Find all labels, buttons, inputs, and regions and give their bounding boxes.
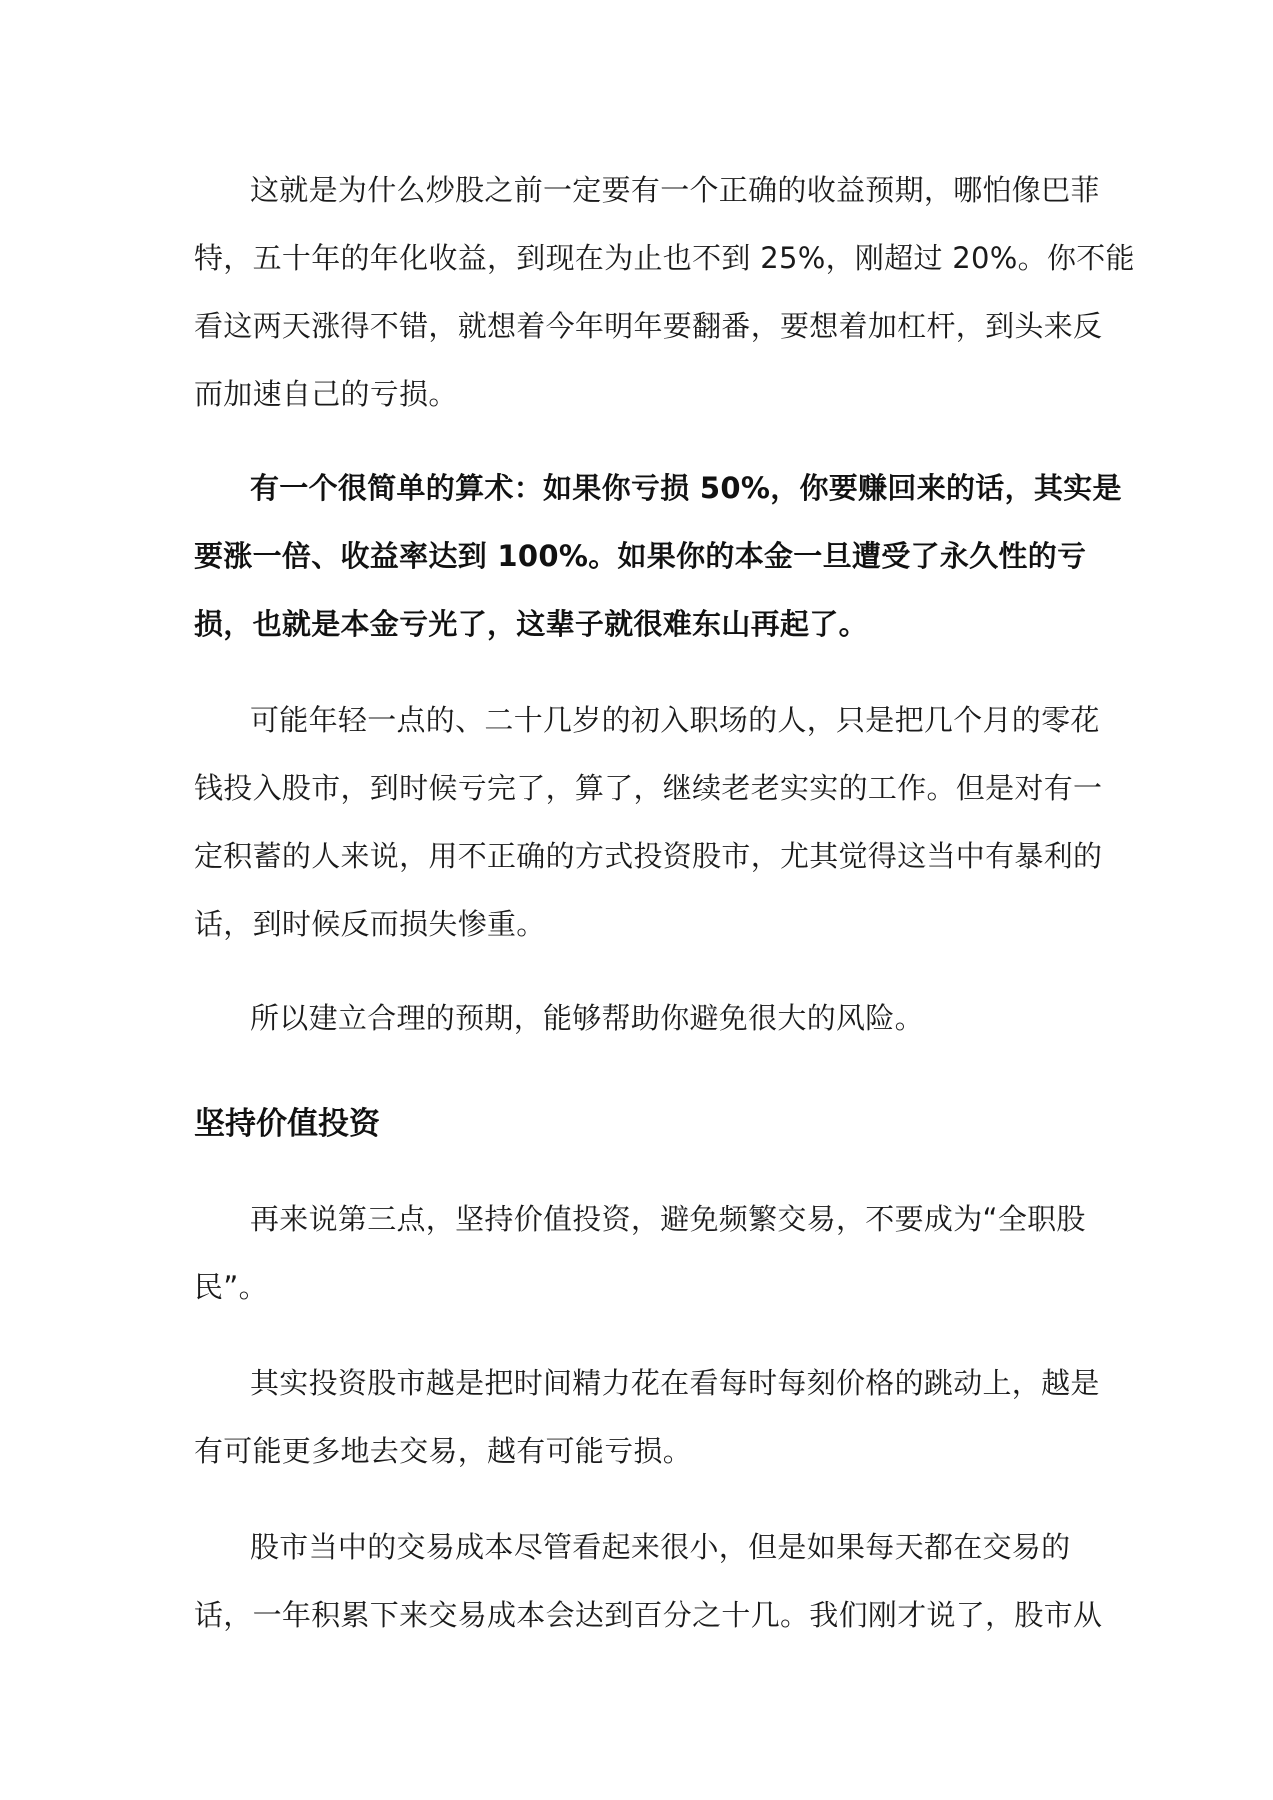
text-line: 股市当中的交易成本尽管看起来很小，但是如果每天都在交易的 (250, 1530, 1071, 1564)
text-line: 话，一年积累下来交易成本会达到百分之十几。我们刚才说了，股市从 (194, 1598, 1103, 1632)
text-line: 钱投入股市，到时候亏完了，算了，继续老老实实的工作。但是对有一 (194, 771, 1103, 805)
text-line: 定积蓄的人来说，用不正确的方式投资股市，尤其觉得这当中有暴利的 (194, 839, 1103, 873)
paragraph-young-investors (194, 686, 1103, 958)
paragraph-expectation (194, 156, 1135, 428)
text-line: 民”。 (194, 1270, 268, 1304)
text-line: 再来说第三点，坚持价值投资，避免频繁交易，不要成为“全职股 (250, 1202, 1086, 1236)
paragraph-trading-cost (194, 1513, 1103, 1649)
text-line: 有一个很简单的算术：如果你亏损 50%，你要赚回来的话，其实是 (250, 471, 1122, 505)
paragraph-third-point (194, 1185, 1094, 1321)
text-line: 特，五十年的年化收益，到现在为止也不到 25%，刚超过 20%。你不能 (194, 241, 1135, 275)
text-line: 而加速自己的亏损。 (194, 377, 458, 411)
text-line: 其实投资股市越是把时间精力花在看每时每刻价格的跳动上，越是 (250, 1366, 1100, 1400)
paragraph-arithmetic-bold (194, 454, 1122, 658)
text-line: 可能年轻一点的、二十几岁的初入职场的人，只是把几个月的零花 (250, 703, 1100, 737)
text-line: 损，也就是本金亏光了，这辈子就很难东山再起了。 (194, 607, 868, 641)
text-line: 有可能更多地去交易，越有可能亏损。 (194, 1434, 693, 1468)
text-line: 要涨一倍、收益率达到 100%。如果你的本金一旦遭受了永久性的亏 (194, 539, 1087, 573)
paragraph-time-spent (194, 1349, 1100, 1485)
text-line: 话，到时候反而损失惨重。 (194, 907, 546, 941)
text-line: 所以建立合理的预期，能够帮助你避免很大的风险。 (250, 1001, 924, 1035)
text-line: 这就是为什么炒股之前一定要有一个正确的收益预期，哪怕像巴菲 (250, 173, 1100, 207)
paragraph-reasonable-expectation (194, 984, 1094, 1052)
text-line: 看这两天涨得不错，就想着今年明年要翻番，要想着加杠杆，到头来反 (194, 309, 1103, 343)
section-heading: 坚持价值投资 (194, 1106, 380, 1142)
